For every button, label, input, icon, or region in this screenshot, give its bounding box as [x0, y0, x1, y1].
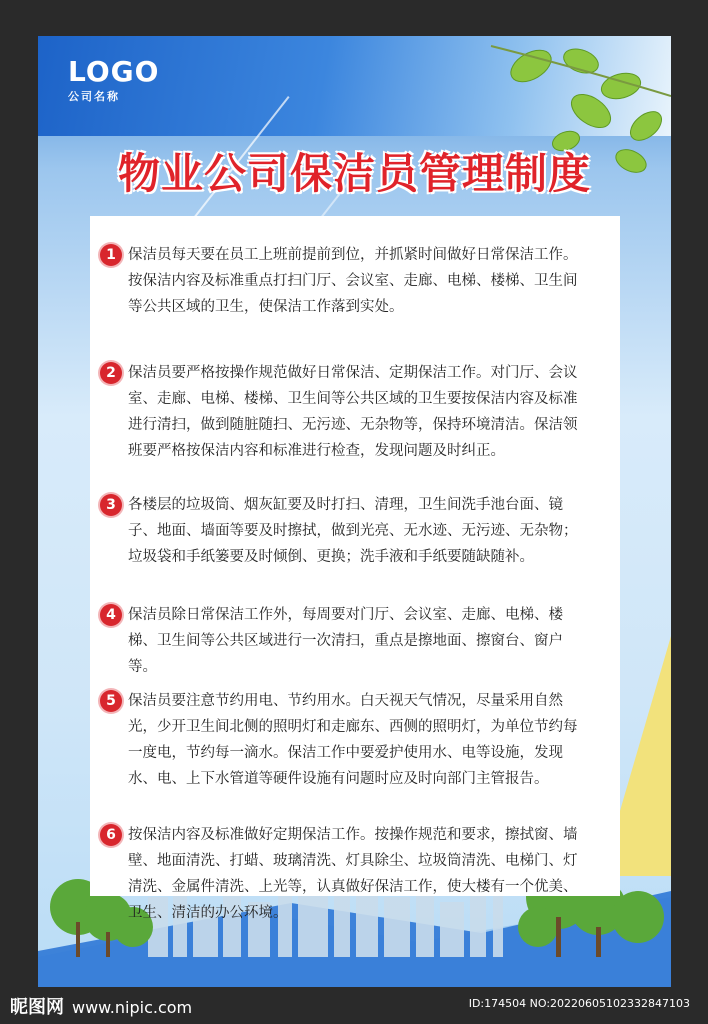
rule-number-badge: 6 — [100, 824, 122, 846]
poster — [38, 36, 671, 987]
rule-item — [106, 822, 588, 926]
rule-text: 保洁员除日常保洁工作外，每周要对门厅、会议室、走廊、电梯、楼梯、卫生间等公共区域进行一次清扫，重点是擦地面、擦窗台、窗户等。 — [128, 607, 563, 675]
rule-text: 保洁员要注意节约用电、节约用水。白天视天气情况，尽量采用自然光，少开卫生间北侧的照明灯和走廊东、西侧的照明灯，为单位节约每一度电，节约每一滴水。保洁工作中要爱护使用水、电等设施，发现水、电、上下水管道等硬件设施有问题时应及时向部门主管报告。 — [128, 693, 578, 787]
rule-item — [106, 242, 588, 320]
watermark-site-name: 昵图网 — [10, 997, 64, 1018]
rule-item — [106, 688, 588, 792]
logo-text: LOGO — [68, 55, 160, 88]
watermark-url: www.nipic.com — [72, 998, 193, 1017]
rule-item — [106, 492, 588, 570]
rule-text: 各楼层的垃圾筒、烟灰缸要及时打扫、清理，卫生间洗手池台面、镜子、地面、墙面等要及时擦拭，做到光亮、无水迹、无污迹、无杂物；垃圾袋和手纸篓要及时倾倒、更换；洗手液和手纸要随缺随补。 — [128, 497, 578, 565]
rule-number-badge: 1 — [100, 244, 122, 266]
company-name: 公司名称 — [68, 90, 120, 103]
page-title: 物业公司保洁员管理制度 — [117, 149, 591, 198]
rule-number-badge: 2 — [100, 362, 122, 384]
rule-number-badge: 4 — [100, 604, 122, 626]
rule-text: 按保洁内容及标准做好定期保洁工作。按操作规范和要求，擦拭窗、墙壁、地面清洗、打蜡、玻璃清洗、灯具除尘、垃圾筒清洗、电梯门、灯清洗、金属件清洗、上光等，认真做好保洁工作，使大楼有一个优美、卫生、清洁的办公环境。 — [128, 827, 578, 921]
watermark-bar — [0, 989, 708, 1024]
watermark-id: ID:174504 NO:20220605102332847103 — [468, 997, 690, 1010]
watermark-site — [10, 993, 192, 1019]
company-logo — [68, 56, 159, 104]
rule-number-badge: 3 — [100, 494, 122, 516]
content-panel — [90, 216, 620, 921]
rule-item — [106, 360, 588, 464]
rule-text: 保洁员要严格按操作规范做好日常保洁、定期保洁工作。对门厅、会议室、走廊、电梯、楼梯、卫生间等公共区域的卫生要按保洁内容及标准进行清扫，做到随脏随扫、无污迹、无杂物等，保持环境清洁。保洁领班要严格按保洁内容和标准进行检查，发现问题及时纠正。 — [128, 365, 578, 459]
rule-number-badge: 5 — [100, 690, 122, 712]
rule-text: 保洁员每天要在员工上班前提前到位，并抓紧时间做好日常保洁工作。按保洁内容及标准重点打扫门厅、会议室、走廊、电梯、楼梯、卫生间等公共区域的卫生，使保洁工作落到实处。 — [128, 247, 578, 315]
rule-item — [106, 602, 588, 680]
